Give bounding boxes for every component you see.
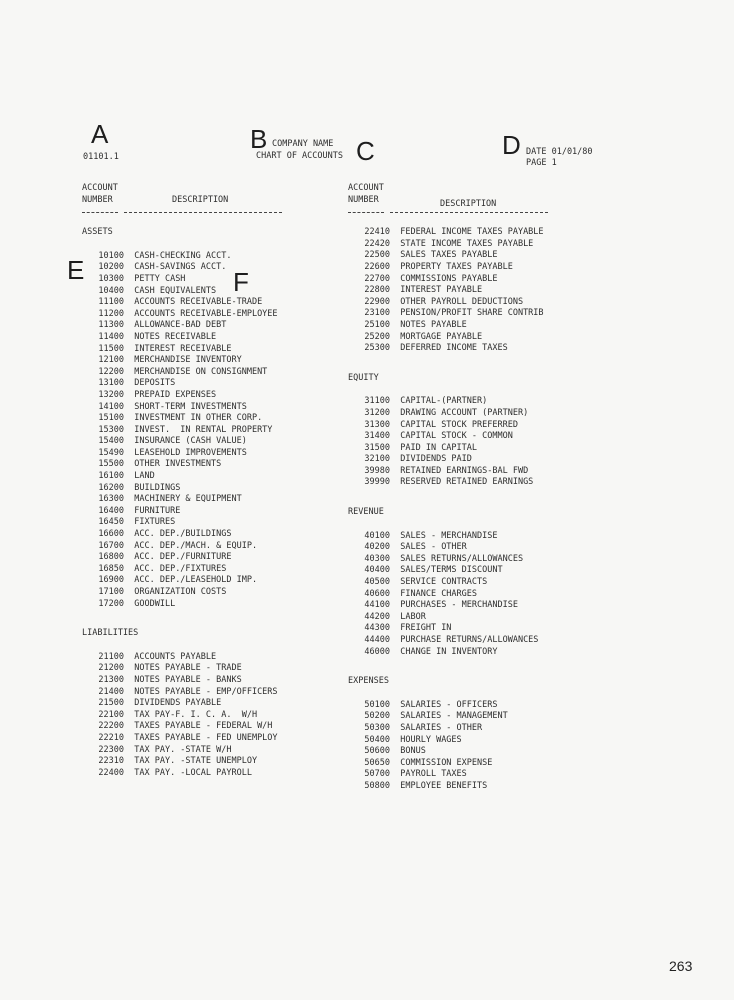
account-number: 21300 (98, 674, 124, 685)
account-row (348, 554, 598, 566)
left-sections (82, 227, 322, 779)
account-row (348, 711, 598, 723)
account-row (82, 552, 322, 564)
account-number: 22100 (98, 709, 124, 720)
account-description: CAPITAL-(PARTNER) (400, 396, 488, 407)
left-column-header (82, 183, 322, 206)
account-description: SHORT-TERM INVESTMENTS (134, 401, 247, 412)
account-number: 46000 (364, 646, 390, 657)
description-header: DESCRIPTION (440, 198, 497, 209)
account-description: INTEREST RECEIVABLE (134, 343, 232, 354)
account-description: CASH-CHECKING ACCT. (134, 250, 232, 261)
account-description: OTHER PAYROLL DEDUCTIONS (400, 296, 524, 307)
account-number: 10200 (98, 262, 124, 273)
account-row (82, 517, 322, 529)
account-row (348, 769, 598, 781)
account-description: LABOR (400, 611, 426, 622)
account-number: 40600 (364, 588, 390, 599)
account-number: 40400 (364, 565, 390, 576)
account-description: SALARIES - OTHER (400, 722, 483, 733)
account-number: 25300 (364, 343, 390, 354)
account-description: TAX PAY-F. I. C. A. W/H (134, 709, 258, 720)
section-title: REVENUE (348, 507, 384, 518)
account-number: 15100 (98, 413, 124, 424)
account-number: 40300 (364, 553, 390, 564)
account-description: TAXES PAYABLE - FEDERAL W/H (134, 721, 273, 732)
account-row (82, 390, 322, 402)
marker-f: F (233, 267, 249, 297)
account-description: DIVIDENDS PAID (400, 454, 472, 465)
account-description: SALARIES - MANAGEMENT (400, 711, 508, 722)
marker-b: B (250, 124, 268, 154)
account-row (348, 274, 598, 286)
account-description: LEASEHOLD IMPROVEMENTS (134, 447, 247, 458)
account-description: FEDERAL INCOME TAXES PAYABLE (400, 227, 544, 238)
account-row (348, 647, 598, 659)
account-description: ACC. DEP./FURNITURE (134, 552, 232, 563)
account-row (348, 589, 598, 601)
account-row (82, 483, 322, 495)
account-row (348, 332, 598, 344)
account-description: PREPAID EXPENSES (134, 389, 217, 400)
account-number: 50300 (364, 722, 390, 733)
account-row (82, 262, 322, 274)
account-description: NOTES PAYABLE - EMP/OFFICERS (134, 686, 278, 697)
account-number: 11100 (98, 297, 124, 308)
account-row (348, 531, 598, 543)
account-row (82, 698, 322, 710)
left-column (82, 183, 322, 779)
account-number: 17100 (98, 587, 124, 597)
account-number: 10300 (98, 273, 124, 284)
description-header: DESCRIPTION (172, 194, 229, 205)
account-row (348, 320, 598, 332)
account-number: 11200 (98, 308, 124, 319)
account-number: 21400 (98, 686, 124, 697)
account-row (82, 541, 322, 553)
company-name: COMPANY NAME (272, 139, 334, 149)
account-description: SERVICE CONTRACTS (400, 577, 488, 588)
account-number: 15300 (98, 424, 124, 435)
account-row (82, 721, 322, 733)
account-row (82, 587, 322, 599)
account-number: 11500 (98, 343, 124, 354)
account-description: TAXES PAYABLE - FED UNEMPLOY (134, 732, 278, 743)
account-number: 22900 (364, 296, 390, 307)
section-title: LIABILITIES (82, 628, 139, 639)
account-row (348, 735, 598, 747)
account-description: ACC. DEP./BUILDINGS (134, 529, 232, 540)
account-row (82, 402, 322, 414)
account-description: ACC. DEP./MACH. & EQUIP. (134, 540, 258, 551)
account-number: 21200 (98, 663, 124, 674)
page-number: 263 (669, 958, 693, 974)
account-number: 44300 (364, 623, 390, 634)
account-description: COMMISSION EXPENSE (400, 757, 493, 768)
report-date: DATE 01/01/80 (526, 147, 593, 157)
chart-title: CHART OF ACCOUNTS (256, 151, 343, 161)
account-row (82, 471, 322, 483)
account-number: 40100 (364, 530, 390, 541)
account-number: 50100 (364, 699, 390, 710)
account-row (82, 652, 322, 664)
account-number: 21100 (98, 651, 124, 662)
account-description: DRAWING ACCOUNT (PARTNER) (400, 407, 529, 418)
account-row (82, 332, 322, 344)
account-description: SALES - OTHER (400, 542, 467, 553)
account-description: GOODWILL (134, 598, 176, 609)
account-number: 16450 (98, 517, 124, 528)
account-description: MERCHANDISE ON CONSIGNMENT (134, 366, 268, 377)
account-description: ACC. DEP./LEASEHOLD IMP. (134, 575, 258, 586)
account-row (348, 758, 598, 770)
account-description: INSURANCE (CASH VALUE) (134, 436, 247, 447)
account-row (82, 297, 322, 309)
account-number-header: ACCOUNT NUMBER (82, 183, 118, 205)
account-description: TAX PAY. -STATE UNEMPLOY (134, 756, 258, 767)
account-number: 50650 (364, 757, 390, 768)
account-number: 25200 (364, 331, 390, 342)
account-number: 50800 (364, 780, 390, 791)
account-row (82, 355, 322, 367)
account-row (82, 459, 322, 471)
account-description: BUILDINGS (134, 482, 181, 493)
account-number: 23100 (364, 308, 390, 319)
account-description: PAYROLL TAXES (400, 769, 467, 780)
account-description: LAND (134, 471, 155, 482)
account-number: 12200 (98, 366, 124, 377)
account-description: MORTGAGE PAYABLE (400, 331, 483, 342)
account-number: 16900 (98, 575, 124, 586)
account-number: 16300 (98, 494, 124, 505)
account-number: 50200 (364, 711, 390, 722)
account-description: ACCOUNTS RECEIVABLE-TRADE (134, 297, 263, 308)
account-number: 22500 (364, 250, 390, 261)
account-description: FREIGHT IN (400, 623, 452, 634)
account-description: DEFERRED INCOME TAXES (400, 343, 508, 354)
account-description: STATE INCOME TAXES PAYABLE (400, 238, 534, 249)
account-row (348, 443, 598, 455)
account-description: NOTES PAYABLE - TRADE (134, 663, 242, 674)
account-description: DIVIDENDS PAYABLE (134, 698, 222, 709)
account-number: 25100 (364, 319, 390, 330)
account-description: MACHINERY & EQUIPMENT (134, 494, 242, 505)
account-number: 15490 (98, 447, 124, 458)
account-description: RESERVED RETAINED EARNINGS (400, 477, 534, 488)
account-number: 16400 (98, 505, 124, 516)
account-description: SALES - MERCHANDISE (400, 530, 498, 541)
account-description: ORGANIZATION COSTS (134, 587, 227, 597)
account-row (82, 413, 322, 425)
account-description: EMPLOYEE BENEFITS (400, 780, 488, 791)
account-description: INVEST. IN RENTAL PROPERTY (134, 424, 273, 435)
account-number: 31300 (364, 419, 390, 430)
account-row (348, 396, 598, 408)
account-number: 17200 (98, 598, 124, 609)
account-number: 16700 (98, 540, 124, 551)
account-number: 40500 (364, 577, 390, 588)
account-row (348, 477, 598, 489)
account-number: 44100 (364, 600, 390, 611)
account-row (348, 635, 598, 647)
account-row (348, 565, 598, 577)
account-row (82, 575, 322, 587)
account-description: PROPERTY TAXES PAYABLE (400, 261, 513, 272)
account-description: TAX PAY. -STATE W/H (134, 744, 232, 755)
marker-e: E (67, 255, 85, 285)
section-gap (348, 355, 598, 367)
account-row (82, 251, 322, 263)
account-number: 16800 (98, 552, 124, 563)
account-row (82, 367, 322, 379)
account-number: 16850 (98, 563, 124, 574)
account-number: 22200 (98, 721, 124, 732)
account-row (348, 600, 598, 612)
account-number: 10100 (98, 250, 124, 261)
section-title: ASSETS (82, 227, 113, 238)
account-description: RETAINED EARNINGS-BAL FWD (400, 465, 529, 476)
account-number: 22700 (364, 273, 390, 284)
account-description: FURNITURE (134, 505, 181, 516)
section-gap (348, 489, 598, 501)
account-description: CAPITAL STOCK PREFERRED (400, 419, 518, 430)
account-row (348, 781, 598, 793)
account-number: 31100 (364, 396, 390, 407)
account-number: 21500 (98, 698, 124, 709)
account-description: PENSION/PROFIT SHARE CONTRIB (400, 308, 544, 319)
account-row (348, 420, 598, 432)
account-description: HOURLY WAGES (400, 734, 462, 745)
right-column-header (348, 183, 598, 209)
account-description: CASH-SAVINGS ACCT. (134, 262, 227, 273)
report-id: 01101.1 (83, 152, 119, 162)
account-row (348, 723, 598, 735)
account-row (82, 675, 322, 687)
account-number: 22210 (98, 732, 124, 743)
section-gap (348, 658, 598, 670)
account-number: 22600 (364, 261, 390, 272)
account-number: 16600 (98, 529, 124, 540)
account-row (82, 506, 322, 518)
account-row (82, 745, 322, 757)
account-description: CASH EQUIVALENTS (134, 285, 217, 296)
account-number: 39990 (364, 477, 390, 488)
account-number: 44400 (364, 635, 390, 645)
account-number: 32100 (364, 454, 390, 465)
account-row (82, 599, 322, 611)
account-row (348, 285, 598, 297)
marker-d: D (502, 130, 521, 160)
account-description: ACCOUNTS PAYABLE (134, 651, 217, 662)
account-row (348, 239, 598, 251)
account-row (82, 436, 322, 448)
account-row (348, 262, 598, 274)
account-row (82, 687, 322, 699)
account-number: 22420 (364, 238, 390, 249)
section-title: EXPENSES (348, 676, 389, 687)
account-number: 15500 (98, 459, 124, 470)
account-description: PURCHASE RETURNS/ALLOWANCES (400, 635, 539, 645)
account-number: 50400 (364, 734, 390, 745)
account-row (82, 768, 322, 780)
account-description: CAPITAL STOCK - COMMON (400, 431, 513, 442)
account-row (82, 663, 322, 675)
account-description: DEPOSITS (134, 378, 176, 389)
account-row (348, 250, 598, 262)
account-row (348, 408, 598, 420)
account-description: TAX PAY. -LOCAL PAYROLL (134, 767, 252, 778)
account-description: ALLOWANCE-BAD DEBT (134, 320, 227, 331)
page-label: PAGE 1 (526, 158, 557, 168)
account-row (348, 227, 598, 239)
marker-a: A (91, 119, 109, 149)
account-number: 10400 (98, 285, 124, 296)
section-gap (82, 610, 322, 622)
account-row (348, 466, 598, 478)
account-row (82, 378, 322, 390)
account-row (348, 612, 598, 624)
account-row (82, 286, 322, 298)
account-description: PURCHASES - MERCHANDISE (400, 600, 518, 611)
account-row (82, 425, 322, 437)
account-number: 13200 (98, 389, 124, 400)
account-description: PETTY CASH (134, 273, 186, 284)
account-row (348, 700, 598, 712)
account-number: 40200 (364, 542, 390, 553)
account-description: CHANGE IN INVENTORY (400, 646, 498, 657)
account-number: 16200 (98, 482, 124, 493)
account-number: 22400 (98, 767, 124, 778)
account-row (82, 309, 322, 321)
account-number: 31500 (364, 442, 390, 453)
account-number: 50700 (364, 769, 390, 780)
account-number: 11400 (98, 331, 124, 342)
account-row (348, 343, 598, 355)
account-description: SALES TAXES PAYABLE (400, 250, 498, 261)
account-description: NOTES RECEIVABLE (134, 331, 217, 342)
account-row (82, 448, 322, 460)
account-row (348, 542, 598, 554)
account-row (82, 756, 322, 768)
section-title: EQUITY (348, 372, 379, 383)
account-number: 50600 (364, 746, 390, 757)
account-description: INVESTMENT IN OTHER CORP. (134, 413, 263, 424)
account-row (348, 623, 598, 635)
account-row (348, 308, 598, 320)
header-rule (82, 208, 322, 213)
account-number: 44200 (364, 611, 390, 622)
account-description: SALES RETURNS/ALLOWANCES (400, 553, 524, 564)
account-row (82, 733, 322, 745)
account-number: 31200 (364, 407, 390, 418)
account-number: 13100 (98, 378, 124, 389)
account-number: 16100 (98, 471, 124, 482)
account-row (348, 577, 598, 589)
account-description: FINANCE CHARGES (400, 588, 478, 599)
account-row (82, 344, 322, 356)
account-row (348, 454, 598, 466)
account-number: 22300 (98, 744, 124, 755)
account-number: 14100 (98, 401, 124, 412)
account-number: 12100 (98, 355, 124, 366)
account-description: NOTES PAYABLE (400, 319, 467, 330)
account-row (82, 529, 322, 541)
account-description: NOTES PAYABLE - BANKS (134, 674, 242, 685)
account-number-header: ACCOUNT NUMBER (348, 183, 384, 205)
right-column (348, 183, 598, 793)
account-number: 22310 (98, 756, 124, 767)
marker-c: C (356, 136, 375, 166)
account-row (82, 274, 322, 286)
account-description: ACCOUNTS RECEIVABLE-EMPLOYEE (134, 308, 278, 319)
account-description: PAID IN CAPITAL (400, 442, 478, 453)
account-row (348, 297, 598, 309)
account-number: 31400 (364, 431, 390, 442)
right-sections (348, 227, 598, 792)
account-row (82, 494, 322, 506)
account-row (82, 710, 322, 722)
account-description: INTEREST PAYABLE (400, 285, 483, 296)
account-description: BONUS (400, 746, 426, 757)
account-description: OTHER INVESTMENTS (134, 459, 222, 470)
account-row (348, 431, 598, 443)
account-description: ACC. DEP./FIXTURES (134, 563, 227, 574)
account-number: 11300 (98, 320, 124, 331)
account-number: 15400 (98, 436, 124, 447)
account-description: SALES/TERMS DISCOUNT (400, 565, 503, 576)
account-description: FIXTURES (134, 517, 176, 528)
account-row (82, 564, 322, 576)
account-description: MERCHANDISE INVENTORY (134, 355, 242, 366)
account-number: 39980 (364, 465, 390, 476)
account-row (348, 746, 598, 758)
account-row (82, 320, 322, 332)
account-number: 22410 (364, 227, 390, 238)
account-description: SALARIES - OFFICERS (400, 699, 498, 710)
account-description: COMMISSIONS PAYABLE (400, 273, 498, 284)
account-number: 22800 (364, 285, 390, 296)
